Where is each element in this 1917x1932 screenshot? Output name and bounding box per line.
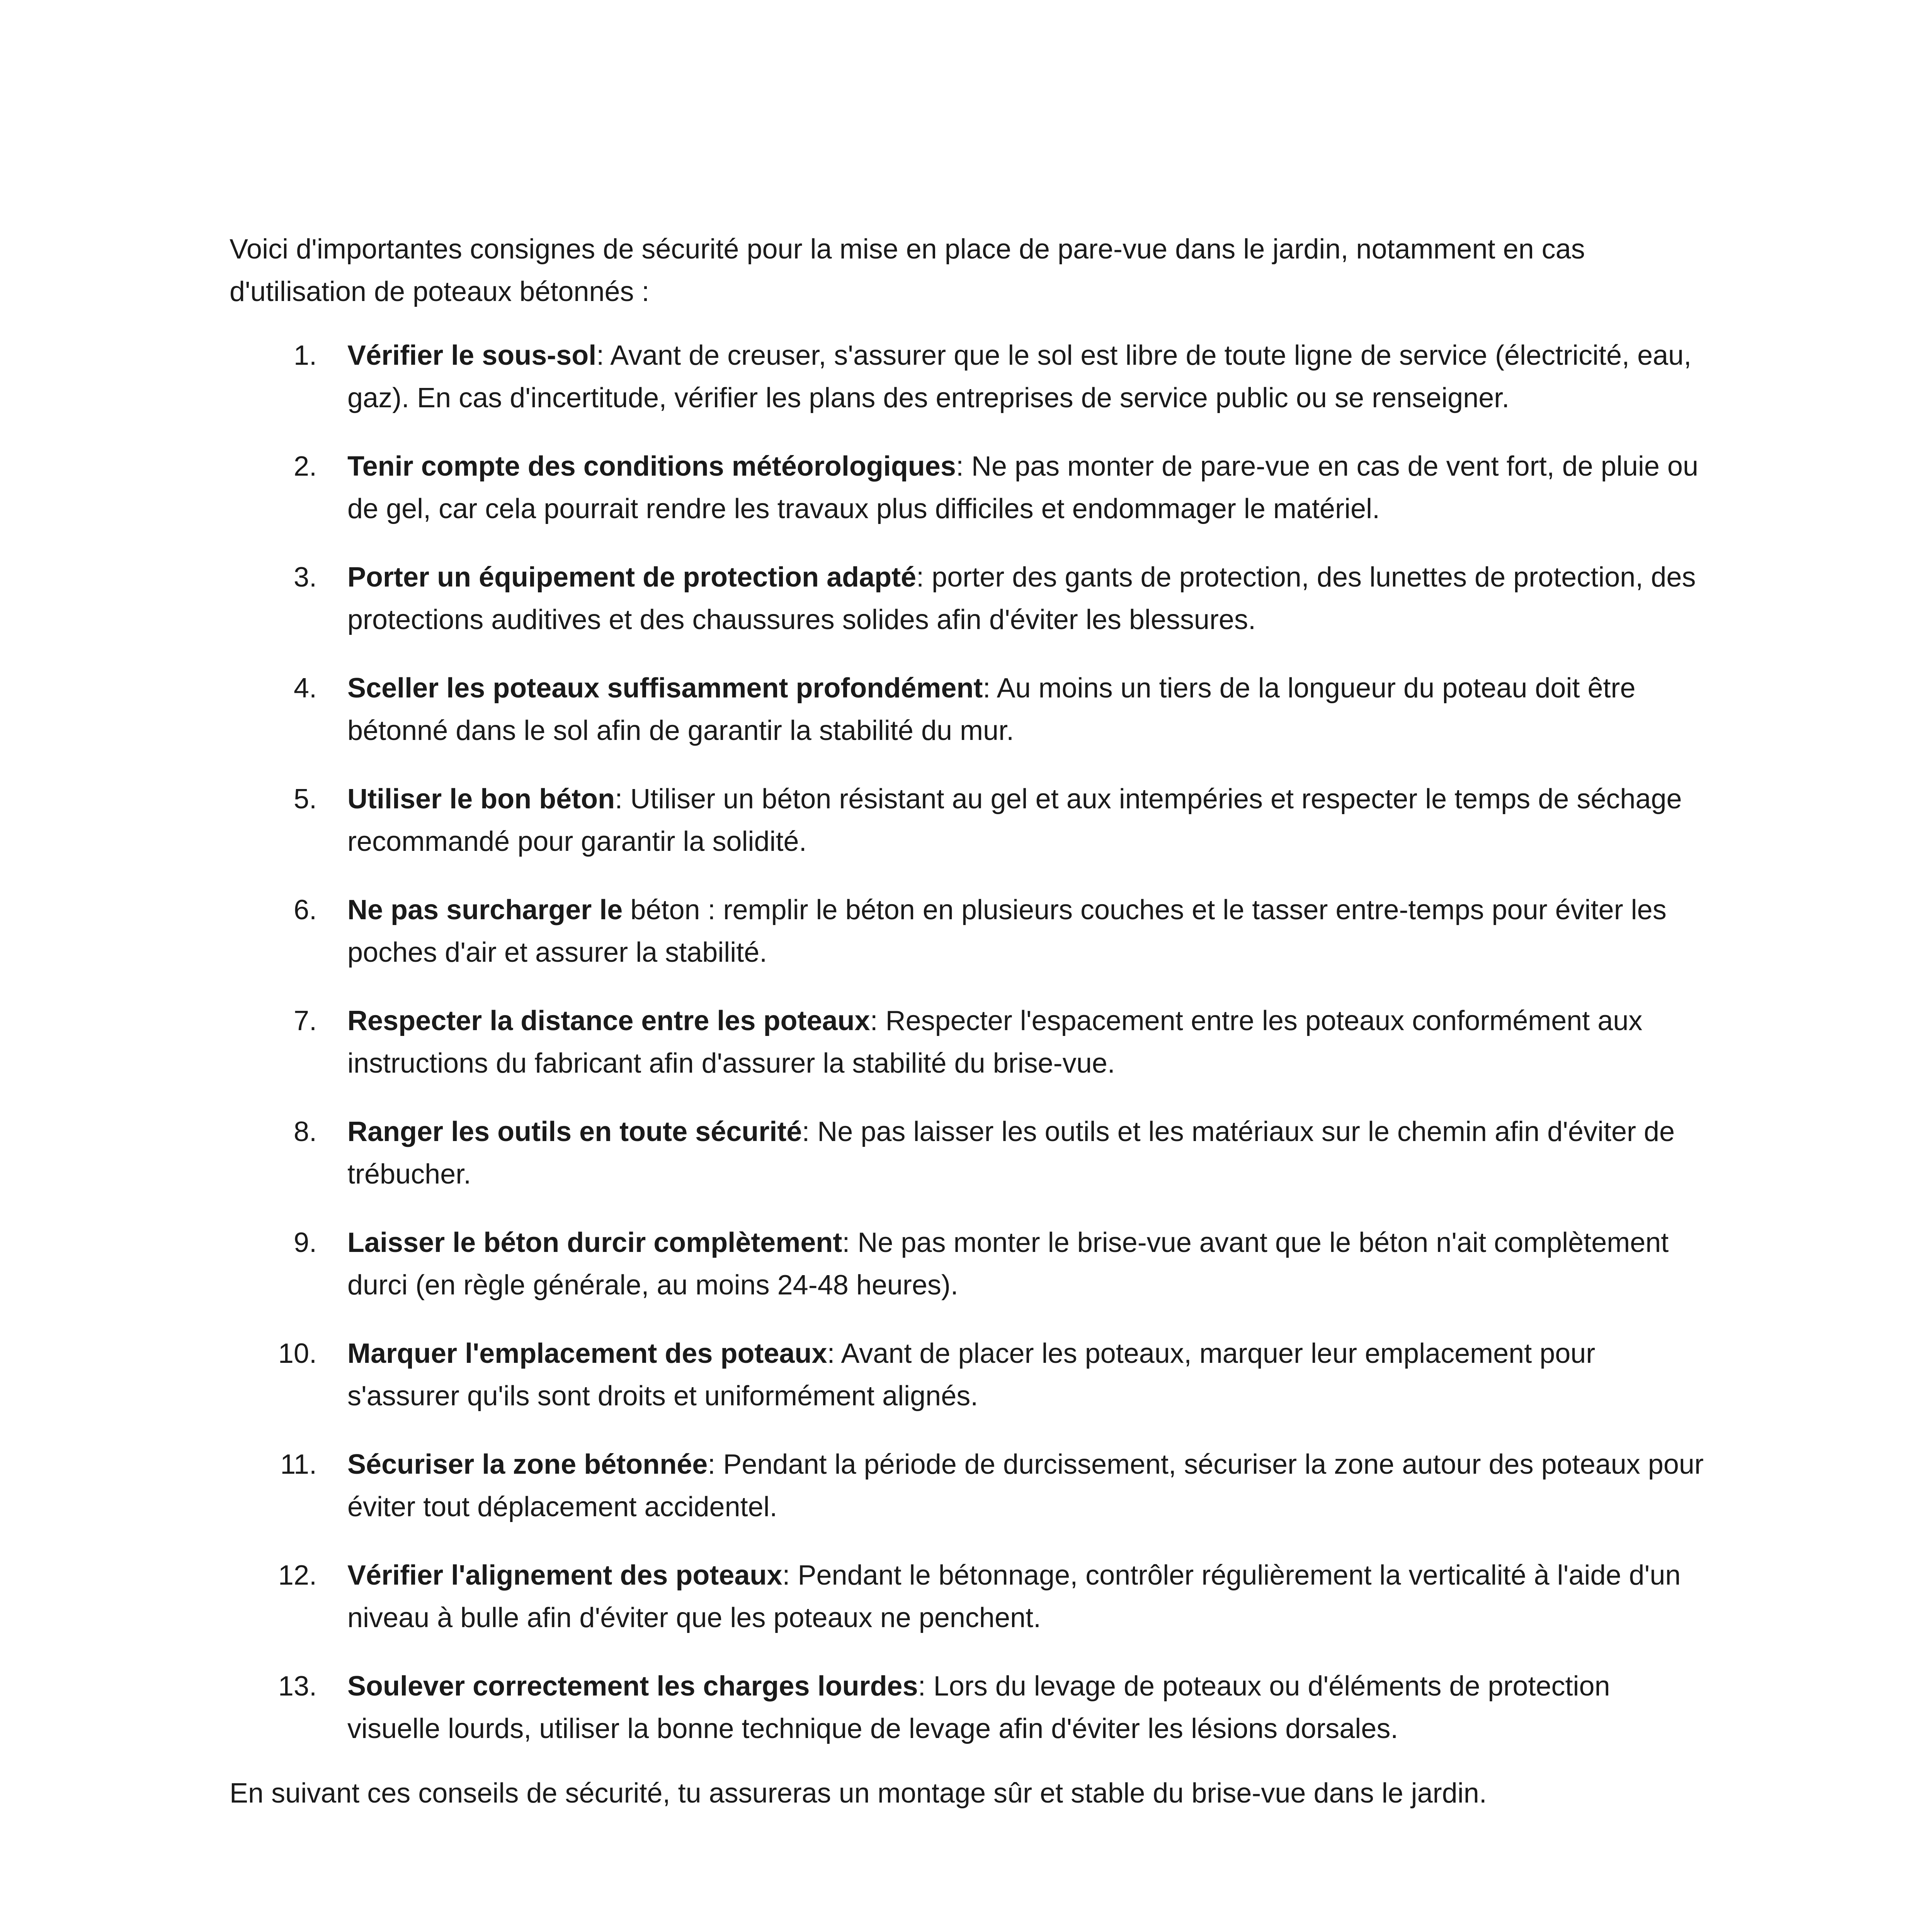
- item-number: 8.: [293, 1116, 317, 1147]
- item-text: : Avant de placer les poteaux, marquer leur emplacement pour s'assurer qu'ils sont droits et uniformément alignés.: [347, 1338, 1596, 1412]
- item-title: Ranger les outils en toute sécurité: [347, 1116, 802, 1147]
- intro-paragraph: Voici d'importantes consignes de sécurité pour la mise en place de pare-vue dans le jardin, notamment en cas d'utilisation de poteaux bétonnés :: [230, 234, 1585, 307]
- item-number: 2.: [293, 451, 317, 482]
- item-text: : Ne pas monter de pare-vue en cas de vent fort, de pluie ou de gel, car cela pourrait rendre les travaux plus difficiles et endommager le matériel.: [347, 451, 1699, 524]
- item-number: 4.: [293, 673, 317, 704]
- list-item: [230, 1111, 1706, 1196]
- list-item: [230, 334, 1706, 419]
- list-item: [230, 1443, 1706, 1528]
- item-number: 5.: [293, 784, 317, 815]
- item-title: Vérifier le sous-sol: [347, 340, 597, 371]
- item-text: : Pendant le bétonnage, contrôler régulièrement la verticalité à l'aide d'un niveau à bulle afin d'éviter que les poteaux ne penchent.: [347, 1560, 1681, 1633]
- item-number: 1.: [293, 340, 317, 371]
- list-item: [230, 778, 1706, 863]
- list-item: [230, 1332, 1706, 1417]
- item-text: : Utiliser un béton résistant au gel et aux intempéries et respecter le temps de séchage recommandé pour garantir la solidité.: [347, 784, 1682, 857]
- item-number: 12.: [278, 1560, 317, 1591]
- item-text: : Respecter l'espacement entre les poteaux conformément aux instructions du fabricant afin d'assurer la stabilité du brise-vue.: [347, 1005, 1643, 1079]
- item-title: Vérifier l'alignement des poteaux: [347, 1560, 782, 1591]
- item-title: Sceller les poteaux suffisamment profondément: [347, 673, 983, 704]
- item-text: : porter des gants de protection, des lunettes de protection, des protections auditives et des chaussures solides afin d'éviter les blessures.: [347, 562, 1696, 635]
- item-number: 9.: [293, 1227, 317, 1258]
- item-title: Soulever correctement les charges lourdes: [347, 1671, 918, 1702]
- item-text: béton : remplir le béton en plusieurs couches et le tasser entre-temps pour éviter les poches d'air et assurer la stabilité.: [347, 895, 1667, 968]
- item-title: Marquer l'emplacement des poteaux: [347, 1338, 827, 1369]
- item-title: Respecter la distance entre les poteaux: [347, 1005, 870, 1036]
- item-number: 13.: [278, 1671, 317, 1702]
- list-item: [230, 1554, 1706, 1639]
- item-number: 10.: [278, 1338, 317, 1369]
- item-text: : Avant de creuser, s'assurer que le sol est libre de toute ligne de service (électricité, eau, gaz). En cas d'incertitude, vérifier les plans des entreprises de service public ou se renseigner.: [347, 340, 1692, 413]
- item-text: : Pendant la période de durcissement, sécuriser la zone autour des poteaux pour éviter tout déplacement accidentel.: [347, 1449, 1704, 1522]
- list-item: [230, 556, 1706, 641]
- item-number: 3.: [293, 562, 317, 593]
- item-number: 7.: [293, 1005, 317, 1036]
- item-title: Ne pas surcharger le: [347, 895, 623, 925]
- list-item: [230, 1000, 1706, 1085]
- item-text: : Ne pas monter le brise-vue avant que le béton n'ait complètement durci (en règle générale, au moins 24-48 heures).: [347, 1227, 1669, 1301]
- item-title: Utiliser le bon béton: [347, 784, 615, 815]
- list-item: [230, 445, 1706, 530]
- list-item: [230, 1665, 1706, 1750]
- list-item: [230, 667, 1706, 752]
- closing-paragraph: En suivant ces conseils de sécurité, tu assureras un montage sûr et stable du brise-vue dans le jardin.: [230, 1778, 1487, 1809]
- item-text: : Au moins un tiers de la longueur du poteau doit être bétonné dans le sol afin de garantir la stabilité du mur.: [347, 673, 1636, 746]
- safety-list: [230, 334, 1706, 1750]
- item-title: Laisser le béton durcir complètement: [347, 1227, 842, 1258]
- item-title: Sécuriser la zone bétonnée: [347, 1449, 708, 1480]
- item-number: 11.: [280, 1449, 317, 1480]
- item-title: Porter un équipement de protection adapté: [347, 562, 917, 593]
- item-text: : Lors du levage de poteaux ou d'éléments de protection visuelle lourds, utiliser la bonne technique de levage afin d'éviter les lésions dorsales.: [347, 1671, 1610, 1744]
- item-number: 6.: [293, 895, 317, 925]
- list-item: [230, 889, 1706, 974]
- item-title: Tenir compte des conditions météorologiques: [347, 451, 956, 482]
- document-page: [230, 228, 1706, 1815]
- list-item: [230, 1221, 1706, 1306]
- item-text: : Ne pas laisser les outils et les matériaux sur le chemin afin d'éviter de trébucher.: [347, 1116, 1675, 1190]
